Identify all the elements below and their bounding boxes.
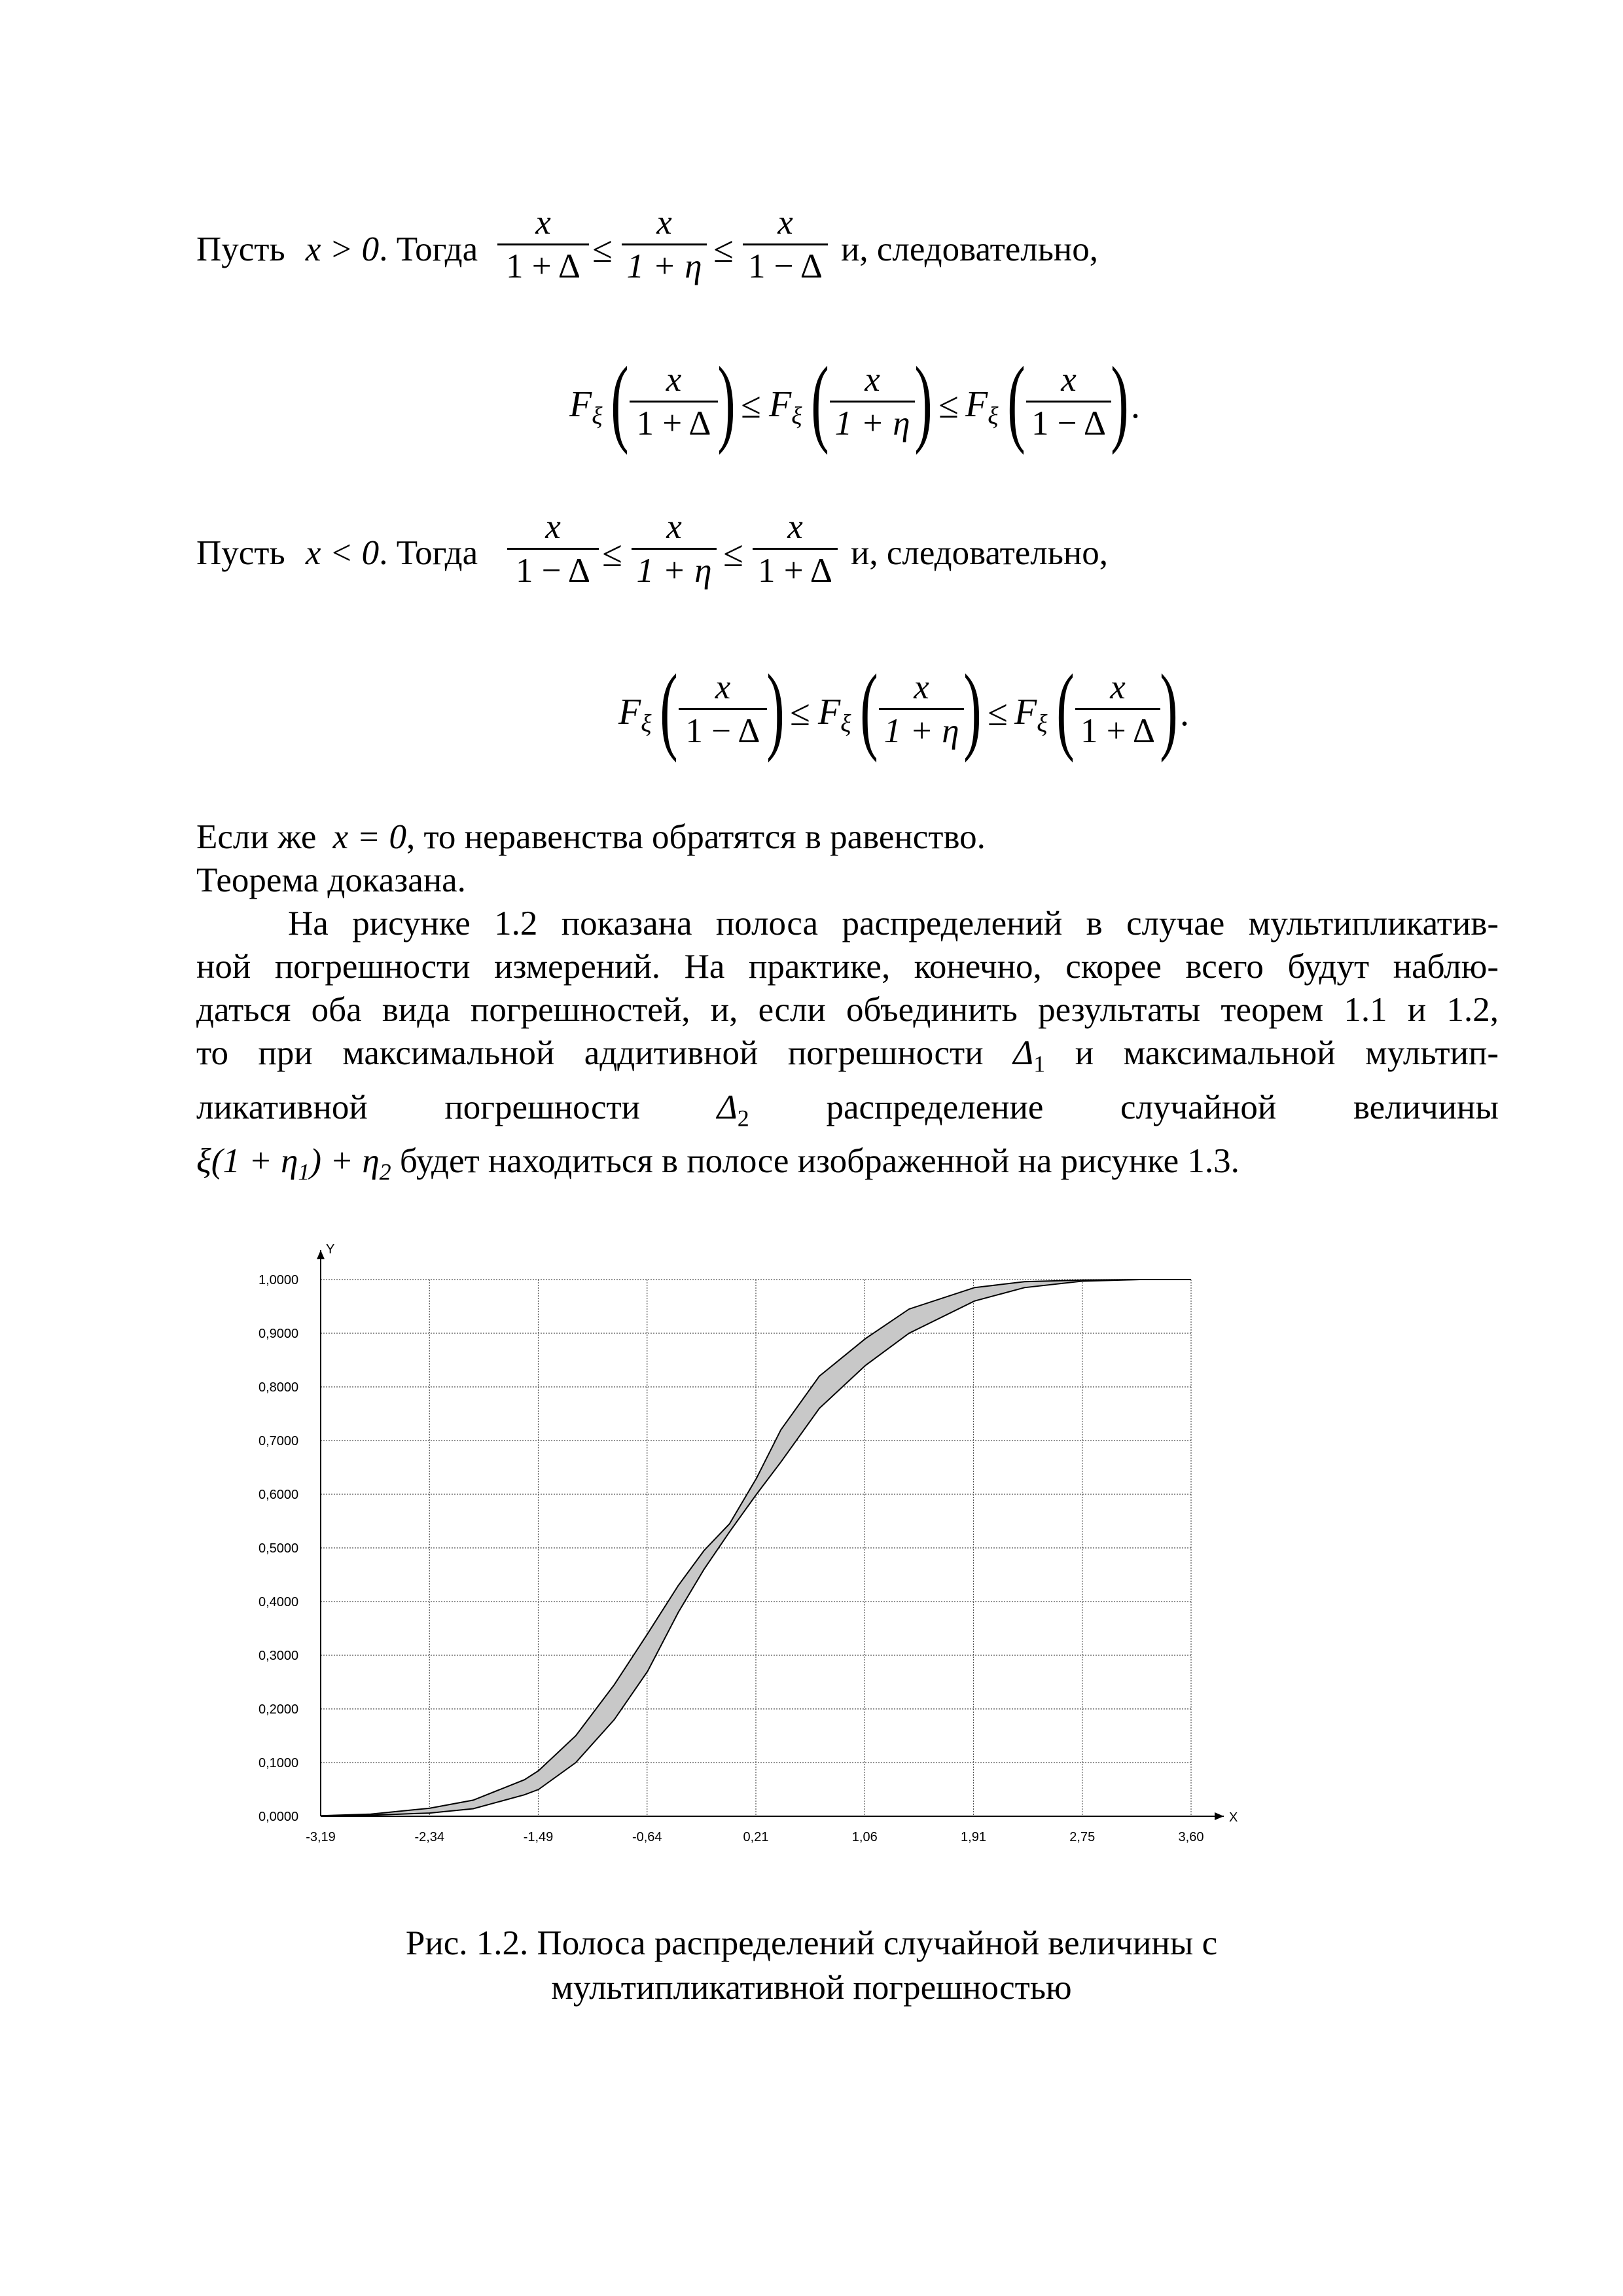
le-sign: ≤ (723, 534, 743, 575)
block2-intro-line (196, 531, 478, 575)
x-tick-label: 2,75 (1069, 1830, 1096, 1844)
y-tick-label: 0,3000 (259, 1649, 299, 1663)
paragraph-line-2: ной погрешности измерений. На практике, конечно, скорее всего будут наблю- (196, 948, 1499, 986)
block2-tail: и, следовательно, (851, 534, 1109, 572)
y-tick-label: 0,9000 (259, 1327, 299, 1341)
block1-frac-1: x 1 + Δ (497, 203, 589, 286)
x-tick-label: 0,21 (743, 1830, 769, 1844)
paragraph-line-5: ликативной погрешности $\Delta_2$ распределение случайной величины (196, 1088, 1499, 1132)
block1-display-inequality: $F_\xi$ ( x 1 + Δ ) ≤ $F_\xi$ ( x 1 + η ) ≤ $F_\xi$ ( x 1 − Δ ) . (569, 347, 1140, 456)
y-tick-label: 0,1000 (259, 1756, 299, 1770)
block2-condition: x < 0 (305, 534, 380, 572)
paragraph-line-1: На рисунке 1.2 показана полоса распределений в случае мультипликатив- (288, 905, 1499, 942)
y-tick-label: 0,6000 (259, 1488, 299, 1502)
y-tick-label: 0,0000 (259, 1810, 299, 1824)
x-tick-label: -2,34 (414, 1830, 445, 1844)
y-tick-label: 0,4000 (259, 1595, 299, 1609)
x-tick-label: 1,91 (961, 1830, 986, 1844)
x-tick-label: -1,49 (523, 1830, 554, 1844)
paragraph-line-3: даться оба вида погрешностей, и, если объединить результаты теорем 1.1 и 1.2, (196, 991, 1499, 1029)
block2-frac-1: x 1 − Δ (507, 507, 599, 590)
y-tick-label: 0,2000 (259, 1702, 299, 1717)
y-axis-arrow (317, 1250, 325, 1259)
le-sign: ≤ (602, 534, 622, 575)
block2-display-inequality: $F_\xi$ ( x 1 − Δ ) ≤ $F_\xi$ ( x 1 + η ) ≤ $F_\xi$ ( x 1 + Δ ) . (618, 655, 1189, 763)
distribution-band-chart (190, 1237, 1276, 1859)
paragraph (196, 902, 1499, 1194)
y-tick-label: 1,0000 (259, 1273, 299, 1287)
block1-intro-line (196, 228, 478, 271)
x-tick-label: -3,19 (306, 1830, 336, 1844)
block1-intro: Пусть (196, 230, 285, 268)
y-tick-label: 0,7000 (259, 1434, 299, 1448)
y-axis-label: Y (326, 1242, 335, 1257)
block1-condition: x > 0 (305, 230, 380, 268)
block1-frac-2: x 1 + η (622, 203, 707, 286)
paragraph-line-4: то при максимальной аддитивной погрешности $\Delta_1$ и максимальной мультип- (196, 1034, 1499, 1077)
proof-done: Теорема доказана. (196, 861, 466, 899)
y-tick-label: 0,5000 (259, 1541, 299, 1556)
figure-caption-line-1: Рис. 1.2. Полоса распределений случайной величины с (405, 1924, 1218, 1962)
equality-line: Если же x = 0, то неравенства обратятся в равенство. (196, 818, 986, 856)
block2-then: . Тогда (379, 534, 478, 572)
block2-frac-2: x 1 + η (632, 507, 717, 590)
le-sign: ≤ (713, 230, 734, 270)
x-tick-label: 1,06 (851, 1830, 878, 1844)
block2-frac-3: x 1 + Δ (753, 507, 838, 590)
x-axis-label: X (1229, 1810, 1238, 1825)
x-tick-label: 3,60 (1178, 1830, 1204, 1844)
block1-frac-3: x 1 − Δ (743, 203, 828, 286)
paragraph-line-6: $\xi(1 + \eta_1) + \eta_2$ будет находиться в полосе изображенной на рисунке 1.3. (196, 1142, 1240, 1185)
x-axis-arrow (1215, 1812, 1224, 1820)
le-sign: ≤ (592, 230, 613, 270)
y-tick-label: 0,8000 (259, 1380, 299, 1395)
figure-caption-line-2: мультипликативной погрешностью (551, 1969, 1072, 2007)
block1-then: . Тогда (379, 230, 478, 268)
x-tick-label: -0,64 (632, 1830, 662, 1844)
block2-intro: Пусть (196, 534, 285, 572)
block1-tail: и, следовательно, (841, 230, 1099, 268)
